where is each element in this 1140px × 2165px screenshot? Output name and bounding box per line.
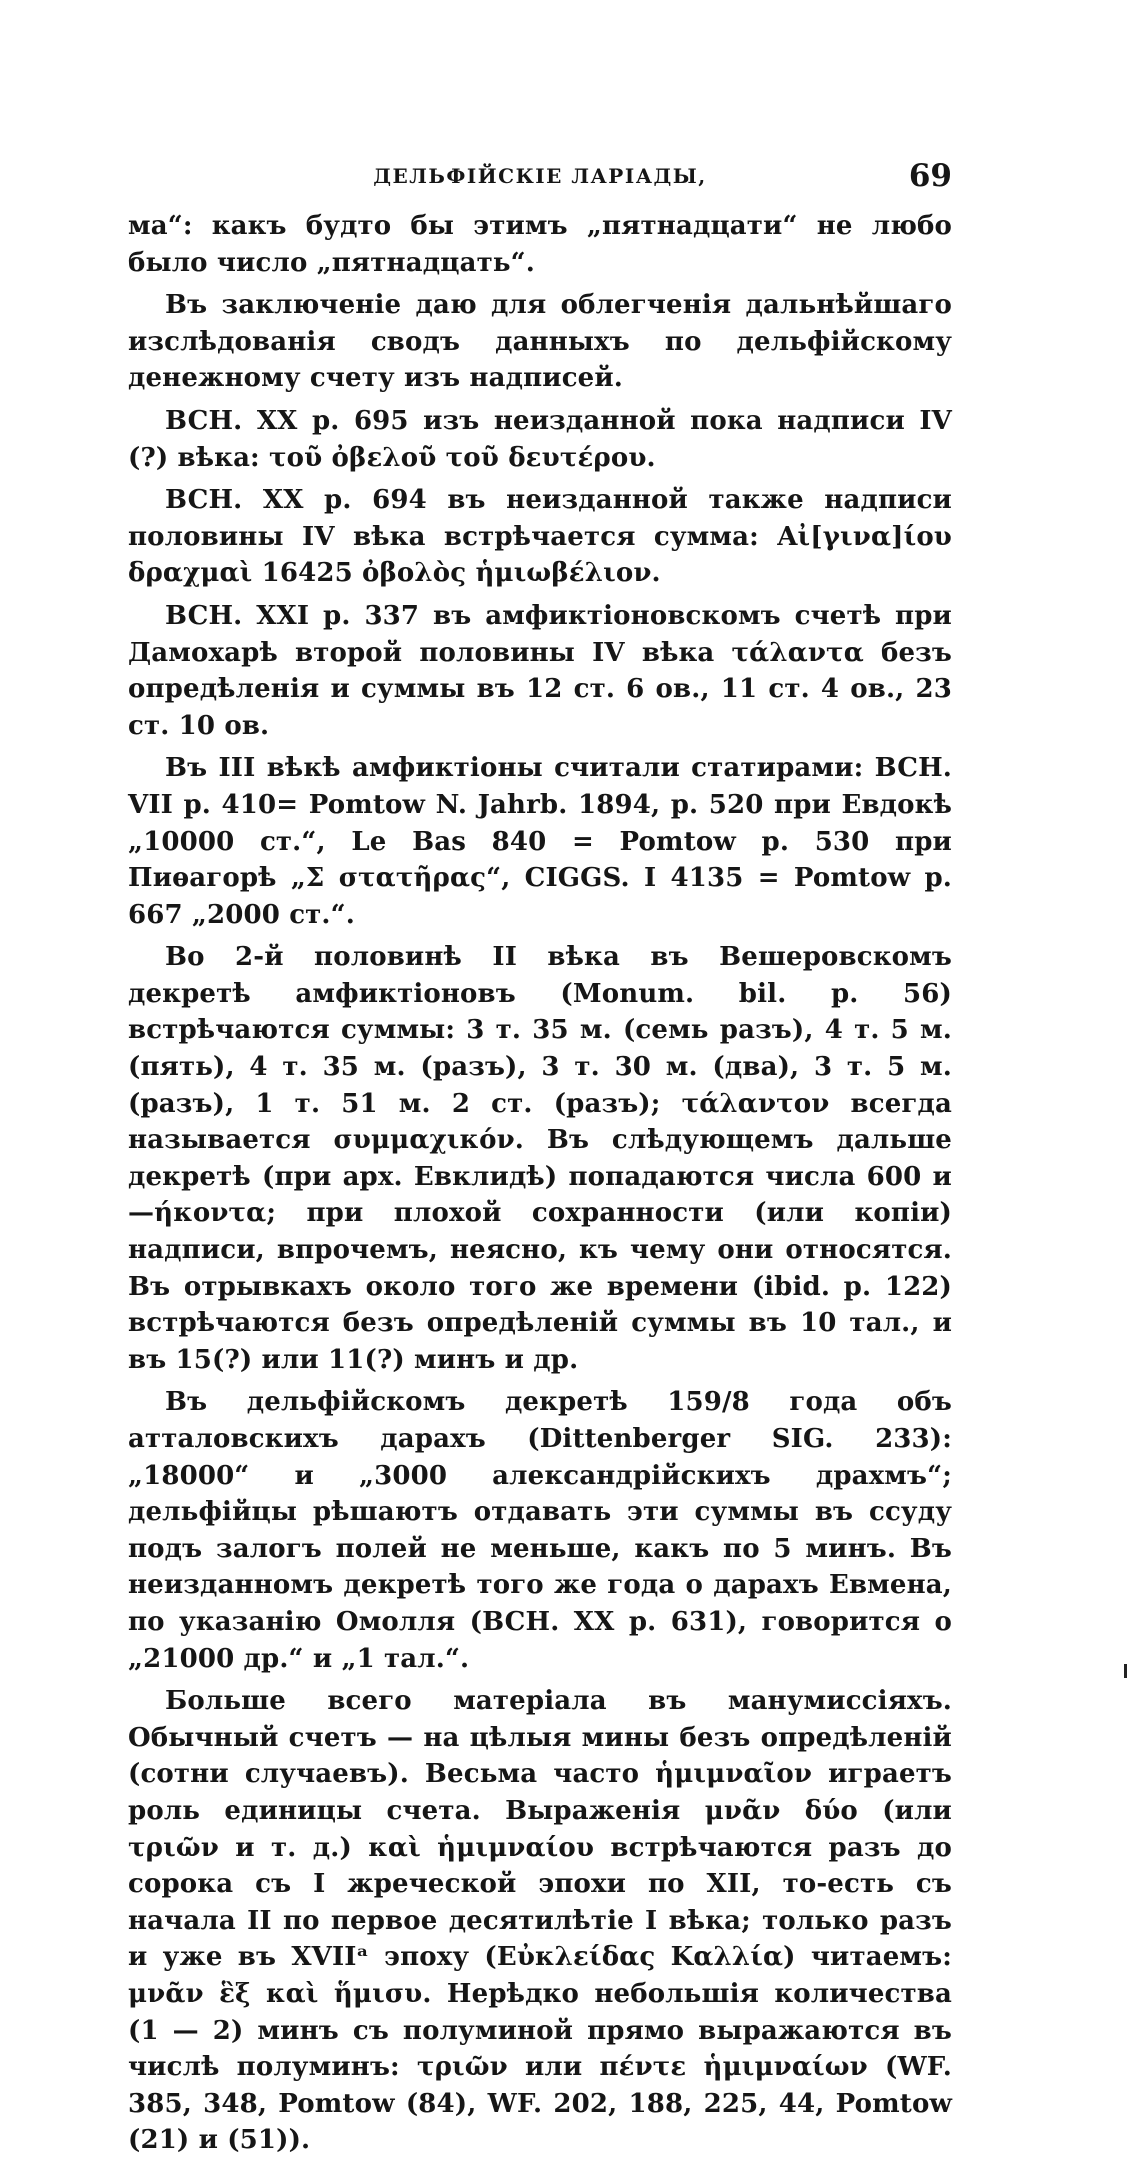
paragraph-delphic-decree: Въ дельфійскомъ декретѣ 159/8 года объ атталовскихъ дарахъ (Dittenberger SIG. 233): „18000“ и „3000 александрійскихъ драхмъ“; дельфійцы рѣшаютъ отдавать эти суммы въ ссуду подъ залогъ полей не меньше, какъ по 5 минъ. Въ неизданномъ декретѣ того же года о дарахъ Евмена, по указанію Омолля (BCH. XX p. 631), говорится о „21000 др.“ и „1 тал.“. [128, 1387, 952, 1674]
page-body [128, 208, 952, 2165]
page-header [128, 158, 952, 198]
paragraph-manumissions: Больше всего матеріала въ манумиссіяхъ. Обычный счетъ — на цѣлыя мины безъ опредѣленій (сотни случаевъ). Весьма часто ἡμιμναῖον играетъ роль единицы счета. Выраженія μνᾶν δύο (или τριῶν и т. д.) καὶ ἡμιμναίου встрѣчаются разъ до сорока съ I жреческой эпохи по XII, то-есть съ начала II по первое десятилѣтіе I вѣка; только разъ и уже въ XVIIᵃ эпоху (Εὐκλείδας Καλλία) читаемъ: μνᾶν ἓξ καὶ ἥμισυ. Нерѣдко небольшія количества (1 — 2) минъ съ полуминой прямо выражаются въ числѣ полуминъ: τριῶν или πέντε ἡμιμναίων (WF. 385, 348, Pomtow (84), WF. 202, 188, 225, 44, Pomtow (21) и (51)). [128, 1686, 952, 2156]
paragraph-bch-694: BCH. XX p. 694 въ неизданной также надписи половины IV вѣка встрѣчается сумма: Αἰ[γινα]ίου δραχμαὶ 16425 ὀβολὸς ἡμιωβέλιον. [128, 485, 952, 589]
paragraph-summary-intro: Въ заключеніе даю для облегченія дальнѣйшаго изслѣдованія сводъ данныхъ по дельфійскому денежному счету изъ надписей. [128, 290, 952, 394]
page-number: 69 [908, 158, 952, 194]
paragraph-third-century: Въ III вѣкѣ амфиктіоны считали статирами: BCH. VII p. 410= Pomtow N. Jahrb. 1894, p. 520 при Евдокѣ „10000 ст.“, Le Bas 840 = Pomtow p. 530 при Пиѳагорѣ „Σ στατῆρας“, CIGGS. I 4135 = Pomtow p. 667 „2000 ст.“. [128, 753, 952, 930]
running-head: ДЕЛЬФІЙСКІЕ ЛАРІАДЫ, [373, 164, 707, 188]
paragraph-second-century: Во 2-й половинѣ II вѣка въ Вешеровскомъ декретѣ амфиктіоновъ (Monum. bil. p. 56) встрѣчаются суммы: 3 т. 35 м. (семь разъ), 4 т. 5 м. (пять), 4 т. 35 м. (разъ), 3 т. 30 м. (два), 3 т. 5 м. (разъ), 1 т. 51 м. 2 ст. (разъ); τάλαντον всегда называется συμμαχικόν. Въ слѣдующемъ дальше декретѣ (при арх. Евклидѣ) попадаются числа 600 и —ήκοντα; при плохой сохранности (или копіи) надписи, впрочемъ, неясно, къ чему они относятся. Въ отрывкахъ около того же времени (ibid. p. 122) встрѣчаются безъ опредѣленій суммы въ 10 тал., и въ 15(?) или 11(?) минъ и др. [128, 942, 952, 1375]
paragraph-continuation: ма“: какъ будто бы этимъ „пятнадцати“ не любо было число „пятнадцать“. [128, 211, 952, 278]
paragraph-bch-337: BCH. XXI p. 337 въ амфиктіоновскомъ счетѣ при Дамохарѣ второй половины IV вѣка τάλαντα безъ опредѣленія и суммы въ 12 ст. 6 ов., 11 ст. 4 ов., 23 ст. 10 ов. [128, 600, 952, 741]
scan-edge-mark [1124, 1664, 1127, 1678]
paragraph-bch-695: BCH. XX p. 695 изъ неизданной пока надписи IV (?) вѣка: τοῦ ὀβελοῦ τοῦ δευτέρου. [128, 405, 952, 473]
